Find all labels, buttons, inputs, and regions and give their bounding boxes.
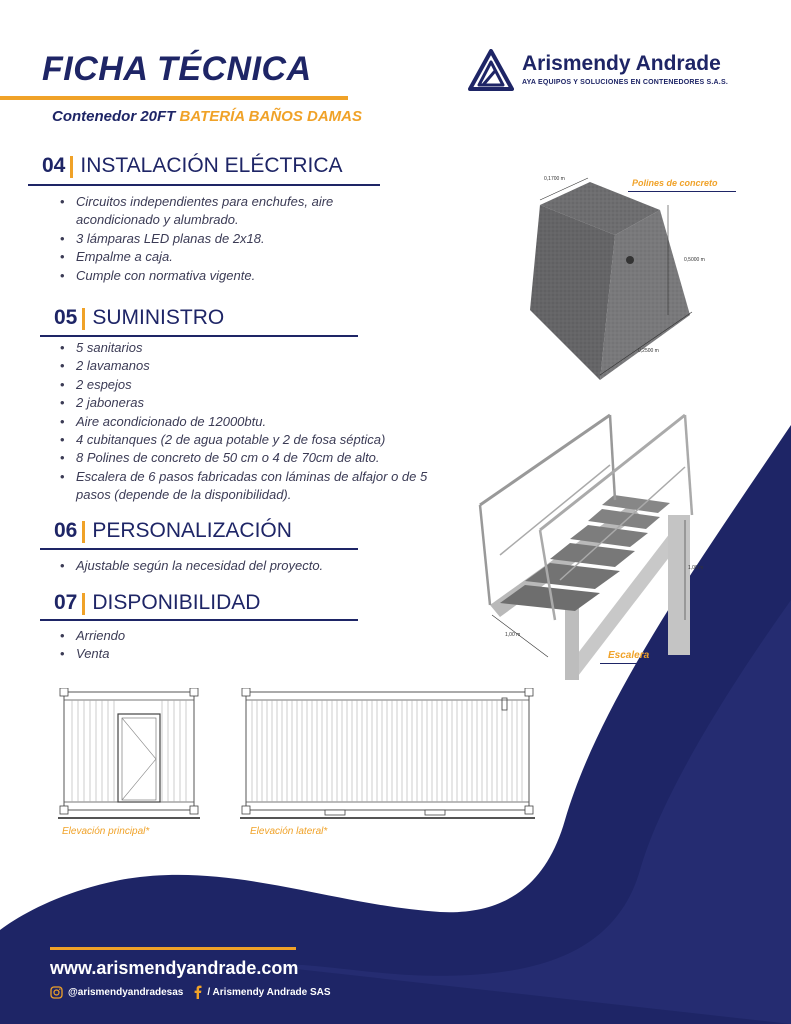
section-heading-05 [54,306,224,330]
list-item: • 2 espejos [52,376,447,394]
section-separator [82,593,85,615]
stair-caption-rule [600,663,678,664]
section-title: INSTALACIÓN ELÉCTRICA [80,154,343,177]
list-item: • Empalme a caja. [52,248,392,266]
social-links [50,985,331,999]
section-rule [40,619,358,621]
list-item: • 2 lavamanos [52,357,447,375]
list-item: • Venta [52,645,352,663]
list-item: • Aire acondicionado de 12000btu. [52,413,447,431]
polin-caption: Polines de concreto [632,178,718,188]
section-number: 05 [54,306,78,329]
section-list-06 [52,557,392,575]
list-item: • 4 cubitanques (2 de agua potable y 2 de fosa séptica) [52,431,447,449]
list-item: • 2 jaboneras [52,394,447,412]
list-item: • Ajustable según la necesidad del proyecto. [52,557,392,575]
facebook-page[interactable]: / Arismendy Andrade SAS [207,986,331,998]
stair-dim-width: 1,00 m [505,632,521,638]
instagram-handle[interactable]: @arismendyandradesas [68,986,184,998]
section-list-05 [52,339,447,505]
section-title: SUMINISTRO [92,306,225,329]
page-title: FICHA TÉCNICA [42,50,312,88]
section-number: 07 [54,591,78,614]
list-item: • 3 lámparas LED planas de 2x18. [52,230,392,248]
polin-dim-top: 0,1700 m [544,176,565,182]
section-number: 04 [42,154,66,177]
list-item: • Arriendo [52,627,352,645]
section-title: PERSONALIZACIÓN [92,519,292,542]
stair-caption: Escalera [608,650,650,661]
section-list-04 [52,193,392,285]
polin-dim-base: 0,2500 m [638,348,659,354]
list-item: • 8 Polines de concreto de 50 cm o 4 de 70cm de alto. [52,449,447,467]
section-rule [40,335,358,337]
list-item: • Cumple con normativa vigente. [52,267,392,285]
front-elevation-drawing [58,688,200,823]
section-title: DISPONIBILIDAD [92,591,261,614]
brand-name: Arismendy Andrade [522,52,721,75]
title-underline [0,96,348,100]
stair-dim-height: 1,00 m [688,565,704,571]
brand-tagline: AYA EQUIPOS Y SOLUCIONES EN CONTENEDORES S.A.S. [522,79,728,86]
instagram-icon [50,986,63,999]
front-elevation-caption: Elevación principal* [62,826,150,837]
section-heading-07 [54,591,260,615]
brand-logo-icon [468,49,514,91]
page-subtitle [52,108,362,125]
section-number: 06 [54,519,78,542]
section-rule [28,184,380,186]
side-elevation-caption: Elevación lateral* [250,826,328,837]
subtitle-prefix: Contenedor 20FT [52,108,176,125]
subtitle-highlight: BATERÍA BAÑOS DAMAS [179,108,363,125]
polin-dim-height: 0,5000 m [684,257,705,263]
side-elevation-drawing [240,688,535,823]
stair-illustration [470,405,720,685]
section-separator [82,521,85,543]
section-separator [70,156,73,178]
section-separator [82,308,85,330]
polin-caption-rule [628,191,736,192]
footer-accent-bar [50,947,296,950]
section-list-07 [52,627,352,664]
list-item: • 5 sanitarios [52,339,447,357]
facebook-icon [193,985,203,999]
section-heading-06 [54,519,292,543]
section-heading-04 [42,154,343,178]
concrete-post-illustration [520,170,740,385]
section-rule [40,548,358,550]
list-item: • Escalera de 6 pasos fabricadas con láminas de alfajor o de 5 pasos (depende de la disponibilidad). [52,468,447,505]
website-link[interactable]: www.arismendyandrade.com [50,958,299,978]
list-item: • Circuitos independientes para enchufes, aire acondicionado y alumbrado. [52,193,392,230]
